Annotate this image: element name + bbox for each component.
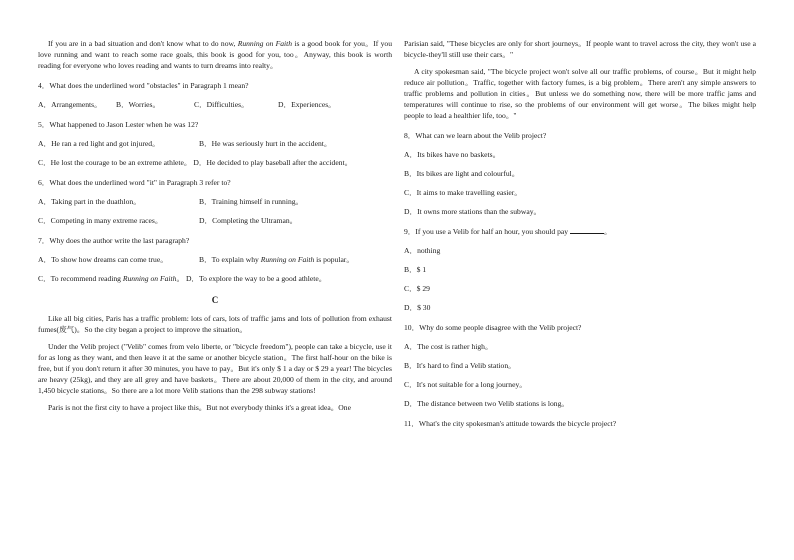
option-4b: B．Worries。	[116, 100, 161, 109]
section-heading: C	[211, 295, 219, 305]
option-4a: A．Arrangements。	[38, 100, 102, 109]
option-5c: C．He lost the courage to be an extreme athlete。	[38, 158, 192, 167]
option-8a: A．Its bikes have no baskets。	[404, 150, 501, 159]
option-6d: D．Completing the Ultraman。	[199, 216, 298, 225]
option-9b: B．$ 1	[404, 265, 427, 274]
question-9-text: 9．If you use a Velib for half an hour, you should pay	[404, 227, 570, 236]
option-10c: C．It's not suitable for a long journey。	[404, 380, 527, 389]
option-7d: D．To explore the way to be a good athlete。	[185, 274, 327, 283]
question-4: 4．What does the underlined word "obstacles" in Paragraph 1 mean?	[38, 81, 249, 90]
passage-paragraph-3: Paris is not the first city to have a project like this。But not everybody thinks it's a great idea。One	[48, 403, 351, 413]
intro-text-a: If you are in a bad situation and don't know what to do now,	[48, 39, 238, 48]
option-10b: B．It's hard to find a Velib station。	[404, 361, 516, 370]
option-6c: C．Competing in many extreme races。	[38, 216, 163, 225]
option-10d: D．The distance between two Velib stations is long。	[404, 399, 569, 408]
question-9-end: 。	[603, 227, 612, 236]
option-6a: A．Taking part in the duathlon。	[38, 197, 141, 206]
question-5: 5．What happened to Jason Lester when he was 12?	[38, 120, 199, 129]
question-6-options-cd	[38, 215, 392, 226]
intro-paragraph	[38, 38, 392, 71]
option-7c	[38, 273, 184, 284]
option-7c-text-c: 。	[176, 274, 185, 283]
option-10a: A．The cost is rather high。	[404, 342, 493, 351]
question-7: 7．Why does the author write the last paragraph?	[38, 236, 190, 245]
option-4c: C．Difficulties。	[194, 100, 249, 109]
question-7-options-cd	[38, 273, 392, 284]
passage-paragraph-4: A city spokesman said, "The bicycle project won't solve all our traffic problems, of course。But it might help reduce air pollution。Traffic, together with factory fumes, is a big problem。There aren't any simple answers to traffic problems and pollution in cities。But unless we do something now, there will be more traffic jams and temperatures will continue to rise, so the problems of our environment will get worse。The bikes might help people to lead a healthier life, too。"	[404, 67, 756, 120]
option-5b: B．He was seriously hurt in the accident。	[199, 139, 332, 148]
answer-blank	[570, 226, 604, 234]
question-5-options-cd	[38, 157, 392, 168]
option-9c: C．$ 29	[404, 284, 430, 293]
question-5-options-ab	[38, 138, 392, 149]
option-7c-text-a: C．To recommend reading	[38, 274, 123, 283]
option-9a: A．nothing	[404, 246, 441, 255]
option-7b-title: Running on Faith	[260, 255, 315, 264]
option-6b: B．Training himself in running。	[199, 197, 304, 206]
option-4d: D．Experiences。	[278, 100, 336, 109]
option-9d: D．$ 30	[404, 303, 431, 312]
question-9	[404, 226, 756, 237]
book-title: Running on Faith	[237, 39, 293, 48]
passage-paragraph-2: Under the Velib project ("Velib" comes from velo liberte, or "bicycle freedom"), people can take a bicycle, use it for as long as they want, and then leave it at the same or another bicycle station。The first half-hour on the bike is free, but if you don't return it after 30 minutes, you have to pay。But it's only $ 1 a day or $ 29 a year! The bicycles are heavy (25kg), and they are all grey and have baskets。There are about 20,000 of them in the city, and around 1,450 bicycle stations。So there are a lot more Velib stations than the 298 subway stations!	[38, 342, 392, 396]
question-4-options	[38, 99, 392, 110]
question-10: 10．Why do some people disagree with the Velib project?	[404, 323, 582, 332]
option-7a: A．To show how dreams can come true。	[38, 255, 168, 264]
left-column	[38, 38, 392, 413]
question-8: 8．What can we learn about the Velib project?	[404, 131, 547, 140]
passage-paragraph-3-continued: Parisian said, "These bicycles are only for short journeys。If people want to travel across the city, they won't use a bicycle-they'll still use their cars。"	[404, 39, 756, 59]
option-7c-title: Running on Faith	[122, 274, 177, 283]
question-6-options-ab	[38, 196, 392, 207]
option-5d: D．He decided to play baseball after the accident。	[193, 158, 353, 167]
question-11: 11．What's the city spokesman's attitude towards the bicycle project?	[404, 419, 617, 428]
option-7b-text-a: B．To explain why	[199, 255, 261, 264]
passage-paragraph-1: Like all big cities, Paris has a traffic problem: lots of cars, lots of traffic jams and lots of pollution from exhaust fumes(废气)。So the city began a project to improve the situation。	[38, 314, 392, 335]
option-7b	[199, 254, 354, 265]
option-5a: A．He ran a red light and got injured。	[38, 139, 160, 148]
option-8d: D．It owns more stations than the subway。	[404, 207, 542, 216]
intro-text-c: is a good book for you。If you love running and want to reach some race goals, this book is good for you, too。Anyway, this book is worth reading for everyone who loves reading and wants to turn dreams into realty。	[38, 39, 393, 70]
question-7-options-ab	[38, 254, 392, 265]
right-column	[404, 38, 756, 429]
option-8b: B．Its bikes are light and colourful。	[404, 169, 520, 178]
option-7b-text-c: is popular。	[314, 255, 354, 264]
question-6: 6．What does the underlined word "it" in Paragraph 3 refer to?	[38, 178, 231, 187]
option-8c: C．It aims to make travelling easier。	[404, 188, 522, 197]
